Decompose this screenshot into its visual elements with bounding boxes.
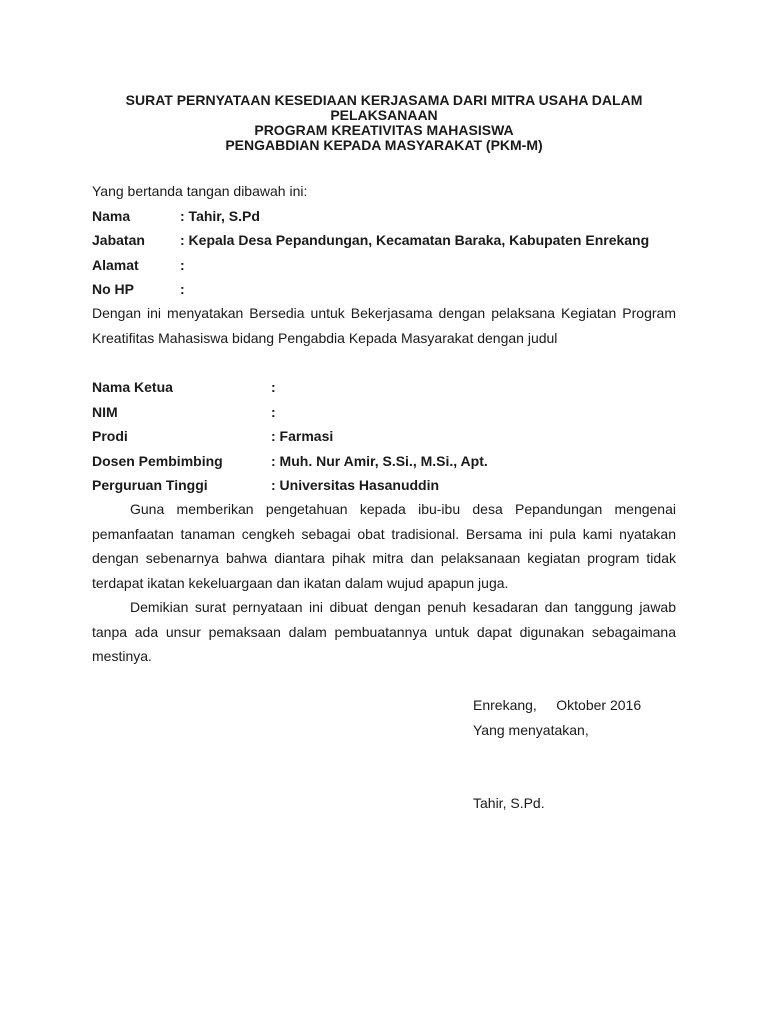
field-perguruan-tinggi (92, 477, 439, 493)
field-dosen (92, 453, 488, 469)
paragraph-1: Guna memberikan pengetahuan kepada ibu-ibu desa Pepandungan mengenai pemanfaatan tanaman cengkeh sebagai obat tradisional. Bersama ini pula kami nyatakan dengan sebenarnya bahwa diantara pihak mitra dan pelaksanaan kegiatan program tidak terdapat ikatan kekeluargaan dan ikatan dalam wujud apapun juga. (92, 501, 676, 591)
signature-statement: Yang menyatakan, (473, 722, 589, 738)
field-alamat-value: : (180, 257, 185, 273)
statement-paragraph: Dengan ini menyatakan Bersedia untuk Bekerjasama dengan pelaksana Kegiatan Program Kreatifitas Mahasiswa bidang Pengabdia Kepada Masyarakat dengan judul (92, 305, 676, 346)
field-nim-label: NIM (92, 404, 118, 420)
field-nohp (92, 281, 185, 297)
field-nim-value: : (271, 404, 276, 420)
field-nohp-label: No HP (92, 281, 134, 297)
title-line-2: PELAKSANAAN (330, 107, 438, 123)
intro-text: Yang bertanda tangan dibawah ini: (92, 183, 308, 199)
field-alamat-label: Alamat (92, 257, 139, 273)
signature-name: Tahir, S.Pd. (473, 795, 545, 811)
field-nama-label: Nama (92, 208, 131, 224)
field-nohp-value: : (180, 281, 185, 297)
letter-title (92, 93, 676, 153)
field-dosen-value: : Muh. Nur Amir, S.Si., M.Si., Apt. (271, 453, 488, 469)
field-jabatan (92, 232, 649, 248)
field-ketua-value: : (271, 379, 276, 395)
signature-place-date: Enrekang, Oktober 2016 (473, 697, 642, 713)
field-alamat (92, 257, 185, 273)
paragraph-2: Demikian surat pernyataan ini dibuat dengan penuh kesadaran dan tanggung jawab tanpa ada unsur pemaksaan dalam pembuatannya untuk dapat digunakan sebagaimana mestinya. (92, 599, 676, 664)
field-nama-value: : Tahir, S.Pd (180, 208, 260, 224)
field-nim (92, 404, 276, 420)
field-prodi-label: Prodi (92, 428, 128, 444)
field-dosen-label: Dosen Pembimbing (92, 453, 223, 469)
field-jabatan-value: : Kepala Desa Pepandungan, Kecamatan Baraka, Kabupaten Enrekang (180, 232, 650, 248)
field-pt-value: : Universitas Hasanuddin (271, 477, 440, 493)
field-ketua (92, 379, 276, 395)
field-ketua-label: Nama Ketua (92, 379, 173, 395)
title-line-1: SURAT PERNYATAAN KESEDIAAN KERJASAMA DARI MITRA USAHA DALAM (125, 92, 643, 108)
field-nama (92, 208, 260, 224)
field-prodi-value: : Farmasi (271, 428, 334, 444)
field-pt-label: Perguruan Tinggi (92, 477, 208, 493)
title-line-4: PENGABDIAN KEPADA MASYARAKAT (PKM-M) (225, 137, 543, 153)
field-jabatan-label: Jabatan (92, 232, 145, 248)
field-prodi (92, 428, 333, 444)
title-line-3: PROGRAM KREATIVITAS MAHASISWA (254, 122, 514, 138)
body-paragraphs (92, 497, 676, 669)
